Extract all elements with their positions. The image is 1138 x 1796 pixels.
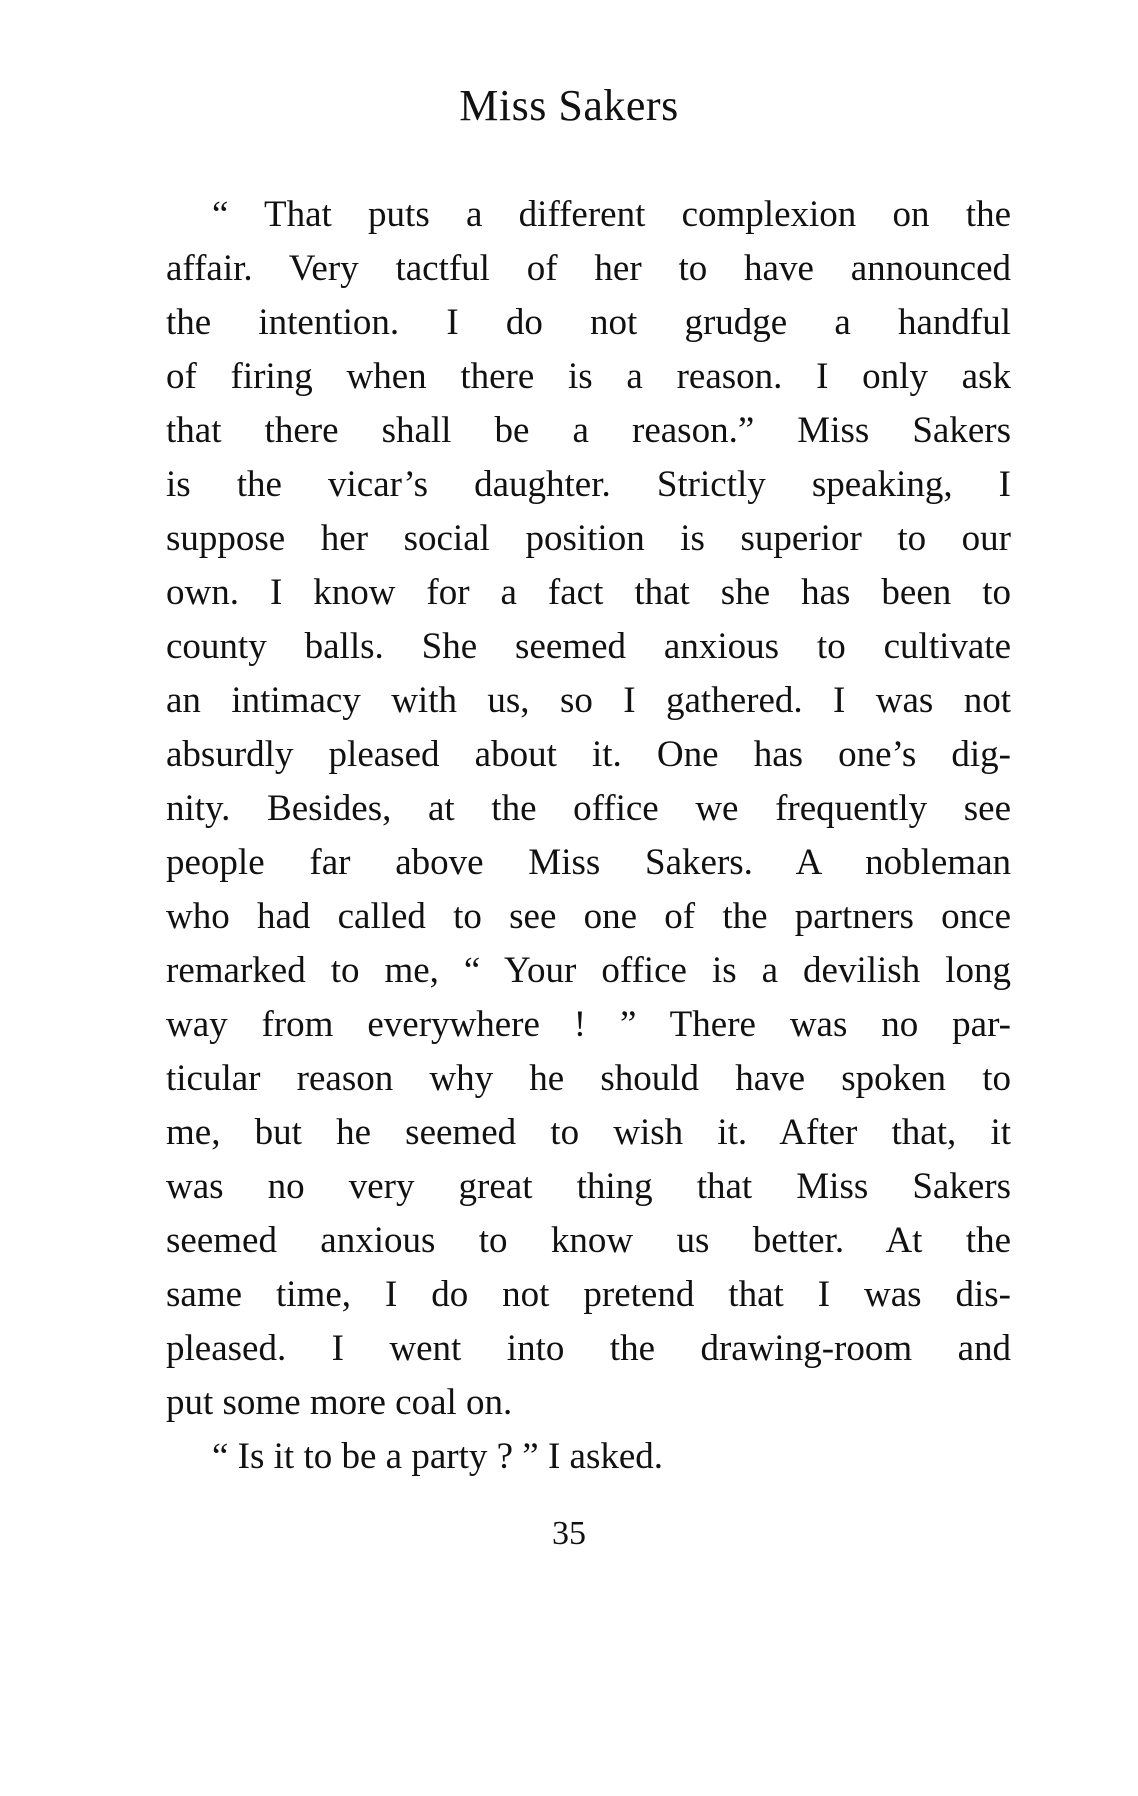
text-line: way from everywhere ! ” There was no par- — [166, 1004, 1011, 1045]
running-head: Miss Sakers — [459, 81, 679, 130]
page-number: 35 — [552, 1515, 586, 1552]
text-line: remarked to me, “ Your office is a devilish long — [166, 950, 1011, 991]
text-line: is the vicar’s daughter. Strictly speaking, I — [166, 464, 1011, 505]
text-line: who had called to see one of the partners once — [166, 896, 1011, 937]
text-line: “ That puts a different complexion on the — [212, 194, 1011, 235]
text-line: put some more coal on. — [166, 1382, 513, 1423]
text-line: suppose her social position is superior to our — [166, 518, 1011, 559]
text-line: seemed anxious to know us better. At the — [166, 1220, 1011, 1261]
text-line: was no very great thing that Miss Sakers — [166, 1166, 1011, 1207]
text-line: nity. Besides, at the office we frequently see — [166, 788, 1011, 829]
text-line: absurdly pleased about it. One has one’s dig- — [166, 734, 1011, 775]
text-line: of firing when there is a reason. I only ask — [166, 356, 1011, 397]
text-line: affair. Very tactful of her to have announced — [166, 248, 1011, 289]
text-line: the intention. I do not grudge a handful — [166, 302, 1011, 343]
text-line: an intimacy with us, so I gathered. I was not — [166, 680, 1011, 721]
text-line: “ Is it to be a party ? ” I asked. — [212, 1436, 664, 1477]
paragraph — [166, 1430, 1011, 1484]
text-line: me, but he seemed to wish it. After that, it — [166, 1112, 1011, 1153]
text-line: county balls. She seemed anxious to cultivate — [166, 626, 1011, 667]
paragraph — [166, 188, 1011, 1430]
text-line: own. I know for a fact that she has been to — [166, 572, 1011, 613]
text-line: same time, I do not pretend that I was dis- — [166, 1274, 1011, 1315]
text-line: that there shall be a reason.” Miss Sakers — [166, 410, 1011, 451]
body-text — [166, 188, 1011, 1484]
text-line: ticular reason why he should have spoken to — [166, 1058, 1011, 1099]
text-line: pleased. I went into the drawing-room and — [166, 1328, 1011, 1369]
text-line: people far above Miss Sakers. A nobleman — [166, 842, 1011, 883]
